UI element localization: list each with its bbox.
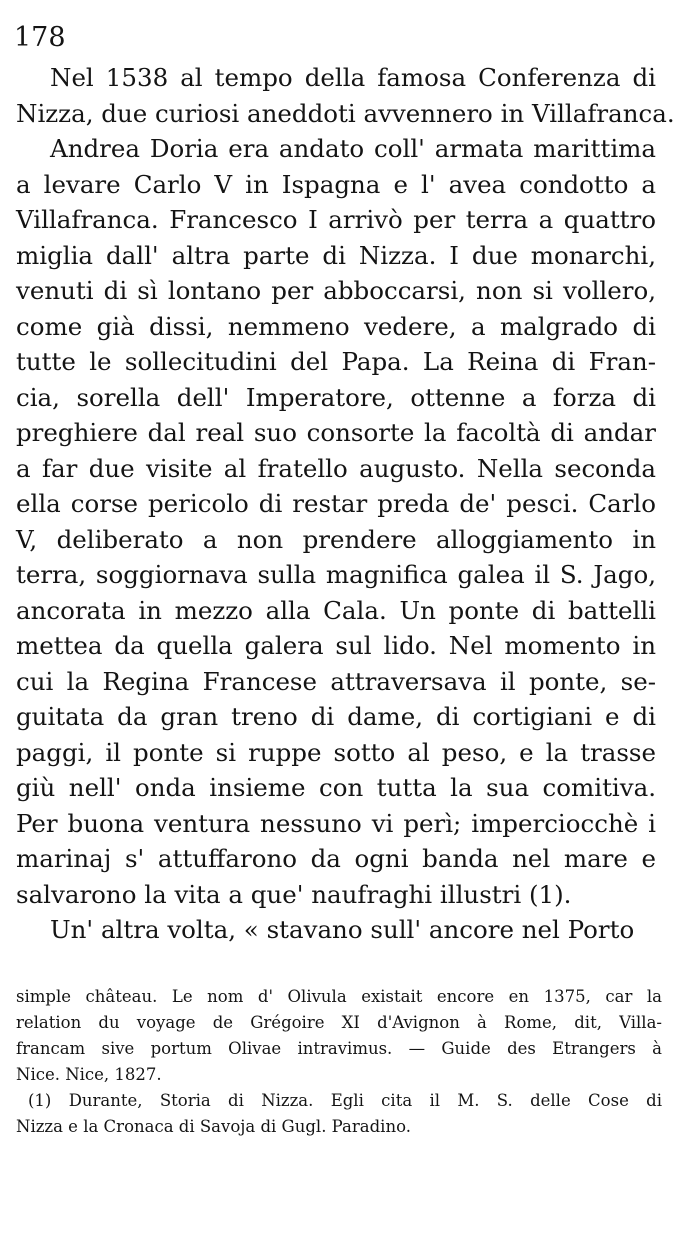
text-line: Villafranca. Francesco I arrivò per terra a quattro	[16, 205, 656, 234]
text-line: venuti di sì lontano per abboccarsi, non si vollero,	[16, 276, 656, 305]
footnote-line: Nizza e la Cronaca di Savoja di Gugl. Paradino.	[16, 1117, 411, 1136]
text-line: tutte le sollecitudini del Papa. La Reina di Fran-	[16, 347, 656, 376]
footnote-line: simple château. Le nom d' Olivula existait encore en 1375, car la	[16, 987, 662, 1006]
text-line: Per buona ventura nessuno vi perì; imperciocchè i	[16, 808, 656, 838]
text-line: cia, sorella dell' Imperatore, ottenne a forza di	[16, 382, 656, 412]
footnotes	[16, 984, 662, 1140]
text-line: salvarono la vita a que' naufraghi illustri (1).	[16, 879, 572, 909]
text-line: paggi, il ponte si ruppe sotto al peso, e la trasse	[16, 737, 656, 767]
text-line: Nizza, due curiosi aneddoti avvennero in Villafranca.	[16, 98, 675, 128]
footnote-line: francam sive portum Olivae intravimus. — Guide des Etrangers à	[16, 1039, 662, 1058]
text-line: guitata da gran treno di dame, di cortigiani e di	[16, 702, 656, 731]
text-line: giù nell' onda insieme con tutta la sua comitiva.	[16, 773, 656, 802]
text-line: terra, soggiornava sulla magnifica galea il S. Jago,	[16, 560, 656, 589]
text-line: marinaj s' attuffarono da ogni banda nel mare e	[16, 844, 656, 873]
text-line: Un' altra volta, « stavano sull' ancore nel Porto	[50, 915, 635, 944]
main-text	[16, 60, 675, 948]
text-line: ella corse pericolo di restar preda de' pesci. Carlo	[16, 489, 656, 518]
text-line: mettea da quella galera sul lido. Nel momento in	[16, 631, 656, 660]
page-number: 178	[14, 22, 66, 53]
footnote-line: relation du voyage de Grégoire XI d'Avignon à Rome, dit, Villa-	[16, 1013, 662, 1032]
footnote-line: Nice. Nice, 1827.	[16, 1065, 162, 1084]
text-line: Nel 1538 al tempo della famosa Conferenza di	[50, 63, 656, 92]
text-line: a far due visite al fratello augusto. Nella seconda	[16, 453, 656, 483]
text-line: a levare Carlo V in Ispagna e l' avea condotto a	[16, 169, 656, 199]
text-line: ancorata in mezzo alla Cala. Un ponte di battelli	[16, 595, 656, 625]
text-line: Andrea Doria era andato coll' armata marittima	[50, 134, 656, 163]
footnote-line: (1) Durante, Storia di Nizza. Egli cita il M. S. delle Cose di	[28, 1091, 662, 1110]
text-line: cui la Regina Francese attraversava il ponte, se-	[16, 666, 656, 696]
text-line: miglia dall' altra parte di Nizza. I due monarchi,	[16, 240, 656, 270]
text-line: come già dissi, nemmeno vedere, a malgrado di	[16, 311, 656, 341]
text-line: preghiere dal real suo consorte la facoltà di andar	[16, 418, 656, 447]
text-line: V, deliberato a non prendere alloggiamento in	[16, 524, 656, 554]
